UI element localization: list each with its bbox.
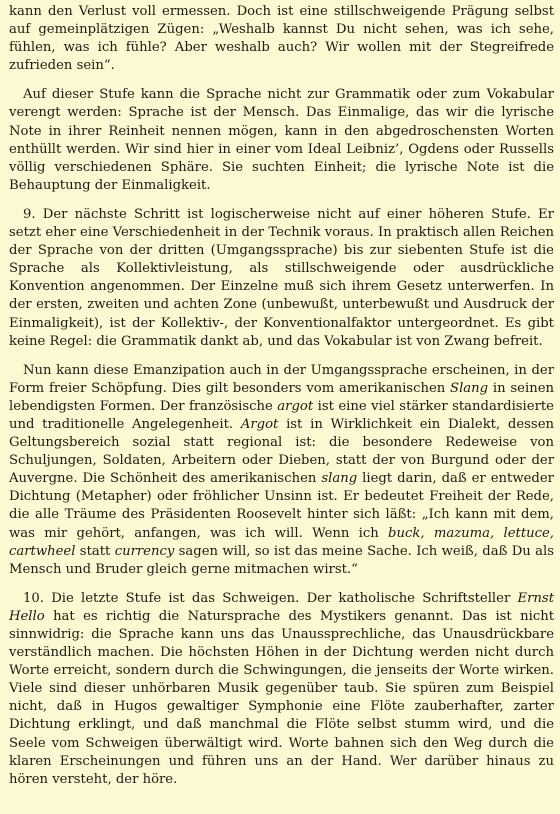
paragraph-lyric-note bbox=[9, 86, 554, 195]
text-span: ist in Wirklichkeit ein Dialekt, dessen Geltungsbereich sozial statt regional ist: die besondere Redeweise von Schuljungen, Soldaten, Arbeitern oder Dieben, statt der von Burgund oder der Auvergne. Die Schönheit des amerikanischen bbox=[9, 416, 554, 487]
text-span: 9. Der nächste Schritt ist logischerweise nicht auf einer höheren Stufe. Er setzt eher eine Verschiedenheit in der Technik voraus. In praktisch allen Reichen der Sprache von der dritten (Umgangssprache) bis zur siebenten Stufe ist die Sprache als Kollektivleistung, als stillschweigende oder ausdrückliche Konvention angenommen. Der Einzelne muß sich ihrem Gesetz unterwerfen. In der ersten, zweiten und achten Zone (unbewußt, unterbewußt und Ausdruck der Einmaligkeit), ist der Kollektiv-, der Konventionalfaktor untergeordnet. Es gibt keine Regel: die Grammatik dankt ab, und das Vokabular ist von Zwang befreit. bbox=[9, 206, 554, 349]
italic-term: currency bbox=[114, 543, 175, 559]
paragraph-section-10 bbox=[9, 590, 554, 789]
paragraph-continued bbox=[9, 3, 554, 75]
text-span: Auf dieser Stufe kann die Sprache nicht zur Grammatik oder zum Vokabular verengt werden: Sprache ist der Mensch. Das Einmalige, das wir die lyrische Note in ihrer Reinheit nennen mögen, kann in den abgedroschensten Worten enthüllt werden. Wir sind hier in einer vom Ideal Leibniz’, Ogdens oder Russells völlig verschiedenen Sphäre. Sie suchten Einheit; die lyrische Note ist die Behauptung der Einmaligkeit. bbox=[9, 87, 554, 193]
text-span: sagen will, so ist das meine Sache. Ich weiß, daß Du als Mensch und Bruder gleich gerne mitmachen wirst.“ bbox=[9, 543, 554, 577]
italic-term: slang bbox=[321, 471, 358, 487]
text-span: kann den Verlust voll ermessen. Doch ist eine stillschweigende Prägung selbst auf gemeinplätzigen Zügen: „Weshalb kannst Du nicht sehen, was ich sehe, fühlen, was ich fühle? Aber weshalb auch? Wir wollen mit der Stegreifrede zufrieden sein“. bbox=[9, 4, 554, 74]
paragraph-slang bbox=[9, 362, 554, 579]
text-span: liegt darin, daß er entweder Dichtung (Metapher) oder fröhlicher Unsinn ist. Er bedeutet Freiheit der Rede, die alle Träume des Präsidenten Roosevelt hinter sich läßt: „Ich kann mit dem, was mir gehört, anfangen, was ich will. Wenn ich bbox=[9, 471, 554, 541]
text-span: statt bbox=[75, 543, 115, 559]
italic-term: Argot bbox=[240, 416, 279, 432]
paragraph-section-9 bbox=[9, 206, 554, 351]
text-span: ist eine viel stärker standardisierte und traditionelle Angelegenheit. bbox=[9, 398, 554, 432]
italic-term: buck, mazuma, lettuce, cartwheel bbox=[9, 525, 554, 559]
italic-name: Ernst Hello bbox=[9, 590, 554, 624]
text-span: 10. Die letzte Stufe ist das Schweigen. Der katholische Schriftsteller bbox=[23, 590, 518, 606]
text-span: Nun kann diese Emanzipation auch in der Umgangssprache erscheinen, in der Form freier Schöpfung. Dies gilt besonders vom amerikanischen bbox=[9, 362, 554, 396]
text-span: in seinen lebendigsten Formen. Der französische bbox=[9, 380, 554, 414]
italic-term: Slang bbox=[450, 380, 489, 396]
italic-term: argot bbox=[277, 398, 314, 414]
text-span: hat es richtig die Natursprache des Mystikers genannt. Das ist nicht sinnwidrig: die Sprache kann uns das Unaussprechliche, das Unausdrückbare verständlich machen. Die höchsten Höhen in der Dichtung werden nicht durch Worte erreicht, sondern durch die Schwingungen, die jenseits der Worte wirken. Viele sind dieser unhörbaren Musik gegenüber taub. Sie spüren zum Beispiel nicht, daß in Hugos gewaltiger Symphonie eine Flöte zauberhafter, zarter Dichtung erklingt, und daß manchmal die Flöte selbst stumm wird, und die Seele vom Schweigen überwältigt wird. Worte bahnen sich den Weg durch die klaren Erscheinungen und führen uns an der Hand. Wer darüber hinaus zu hören versteht, der höre. bbox=[9, 608, 554, 787]
